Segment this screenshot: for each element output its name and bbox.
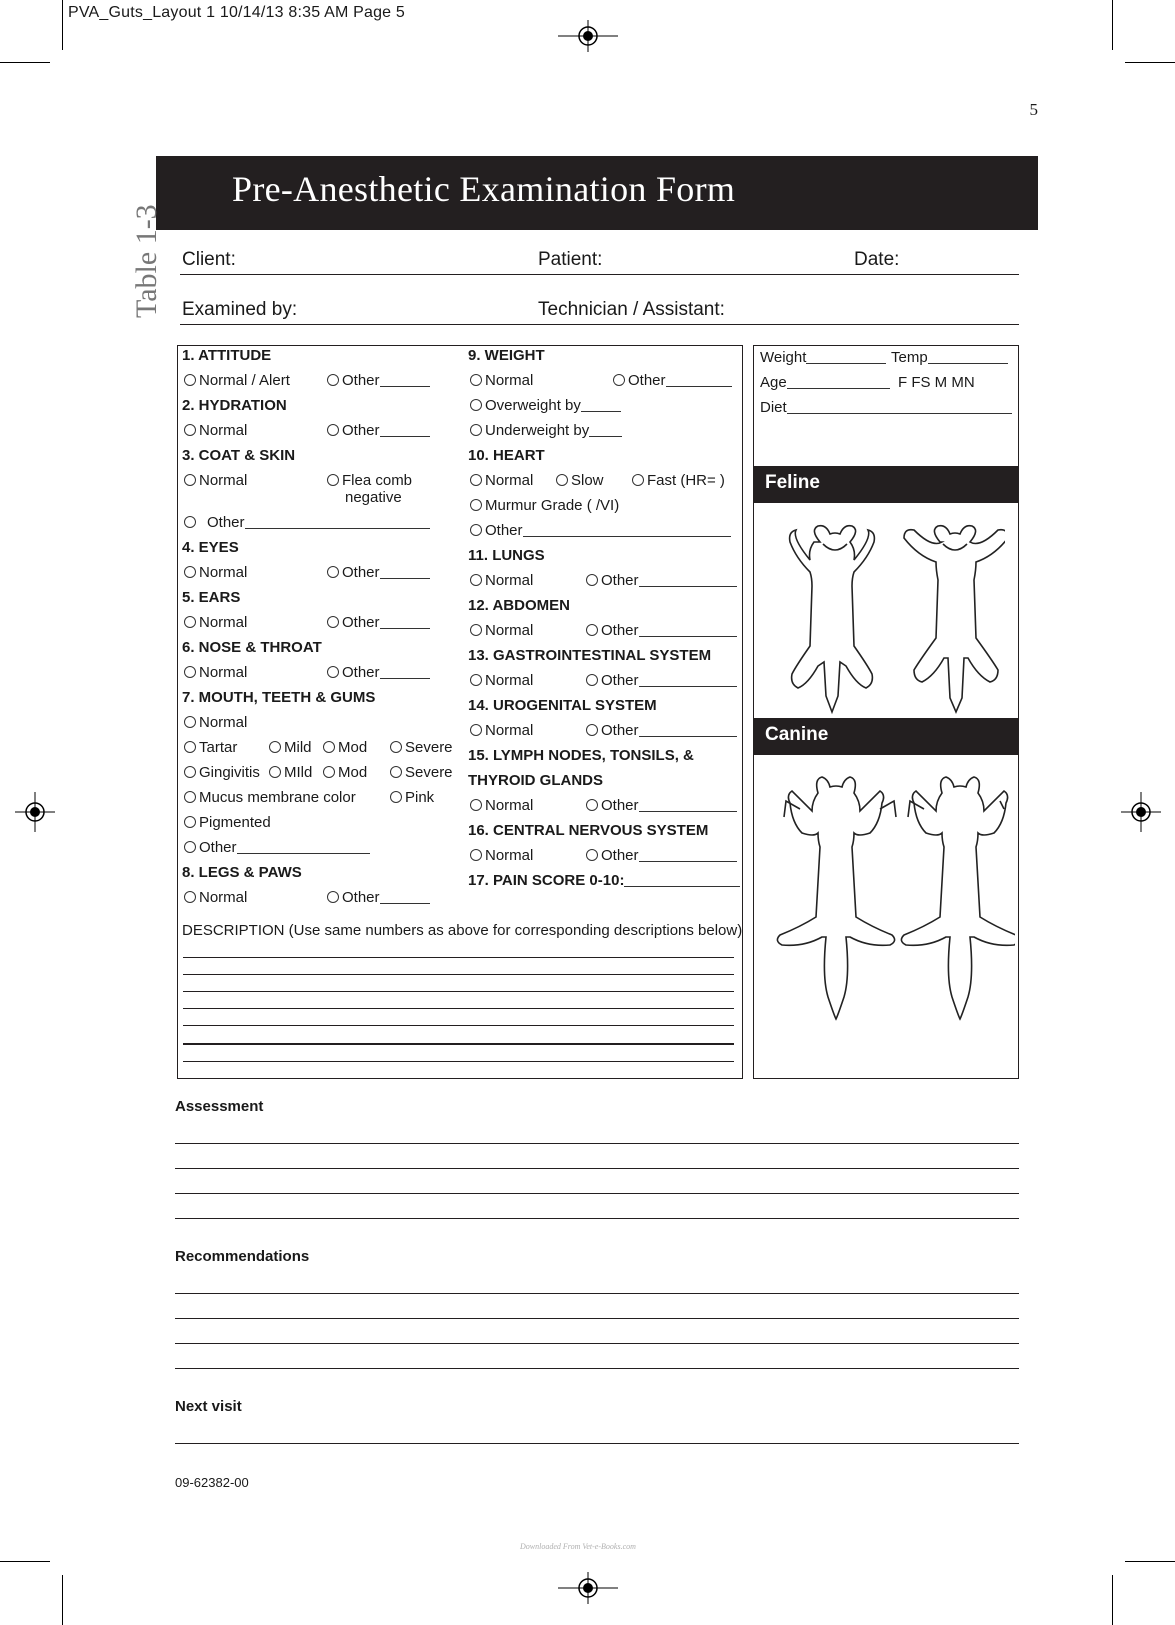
- option-murmur[interactable]: Murmur Grade ( /VI): [470, 497, 619, 514]
- description-line[interactable]: [183, 1061, 734, 1062]
- radio-icon[interactable]: [184, 816, 196, 828]
- radio-icon[interactable]: [470, 499, 482, 511]
- radio-icon[interactable]: [323, 741, 335, 753]
- description-line[interactable]: [183, 1043, 734, 1045]
- registration-mark-icon: [1121, 792, 1161, 832]
- option-mild[interactable]: MIld: [269, 764, 312, 781]
- option-normal[interactable]: Normal: [470, 622, 533, 639]
- option-mild[interactable]: Mild: [269, 739, 312, 756]
- registration-mark-icon: [558, 16, 618, 56]
- radio-icon[interactable]: [327, 474, 339, 486]
- canine-header: Canine: [753, 718, 1019, 755]
- option-flea-comb[interactable]: Flea comb: [327, 472, 412, 489]
- print-slug: PVA_Guts_Layout 1 10/14/13 8:35 AM Page 5: [68, 4, 406, 21]
- section-weight: 9. WEIGHT: [468, 347, 545, 364]
- description-label: DESCRIPTION (Use same numbers as above for corresponding descriptions below): [182, 922, 743, 939]
- radio-icon[interactable]: [586, 724, 598, 736]
- section-ears: 5. EARS: [182, 589, 241, 606]
- description-line[interactable]: [183, 991, 734, 992]
- option-normal-alert[interactable]: Normal / Alert: [184, 372, 290, 389]
- form-code: 09-62382-00: [175, 1475, 249, 1490]
- option-other[interactable]: Other: [327, 564, 430, 581]
- section-central-nervous: 16. CENTRAL NERVOUS SYSTEM: [468, 822, 709, 839]
- radio-icon[interactable]: [184, 716, 196, 728]
- option-normal[interactable]: Normal: [184, 614, 247, 631]
- radio-icon[interactable]: [184, 891, 196, 903]
- age-field[interactable]: Age: [760, 374, 890, 391]
- radio-icon[interactable]: [327, 424, 339, 436]
- recommendations-label: Recommendations: [175, 1248, 310, 1265]
- date-label: Date:: [854, 249, 900, 270]
- option-normal[interactable]: Normal: [184, 714, 247, 731]
- radio-icon[interactable]: [184, 566, 196, 578]
- section-lungs: 11. LUNGS: [468, 547, 545, 564]
- radio-icon[interactable]: [269, 766, 281, 778]
- radio-icon[interactable]: [184, 374, 196, 386]
- registration-mark-icon: [15, 792, 55, 832]
- assessment-line[interactable]: [175, 1193, 1019, 1194]
- option-normal[interactable]: Normal: [470, 797, 533, 814]
- crop-mark: [1112, 1575, 1113, 1625]
- crop-mark: [0, 1561, 50, 1562]
- recommendations-line[interactable]: [175, 1343, 1019, 1344]
- table-tag: Table 1-3: [130, 204, 163, 318]
- registration-mark-icon: [558, 1568, 618, 1608]
- radio-icon[interactable]: [184, 666, 196, 678]
- radio-icon[interactable]: [470, 574, 482, 586]
- option-other[interactable]: Other: [184, 839, 370, 856]
- radio-icon[interactable]: [470, 424, 482, 436]
- section-nose-throat: 6. NOSE & THROAT: [182, 639, 322, 656]
- radio-icon[interactable]: [470, 799, 482, 811]
- canine-diagram-icon: [760, 775, 1015, 1035]
- description-line[interactable]: [183, 974, 734, 975]
- option-mod[interactable]: Mod: [323, 764, 367, 781]
- feline-header: Feline: [753, 466, 1019, 503]
- feline-diagram-icon: [765, 520, 1005, 715]
- option-normal[interactable]: Normal: [184, 472, 247, 489]
- option-overweight[interactable]: Overweight by: [470, 397, 621, 414]
- option-other[interactable]: Other: [327, 372, 430, 389]
- description-line[interactable]: [183, 1008, 734, 1009]
- radio-icon[interactable]: [269, 741, 281, 753]
- option-normal[interactable]: Normal: [184, 664, 247, 681]
- radio-icon[interactable]: [327, 891, 339, 903]
- sex-options[interactable]: F FS M MN: [898, 374, 975, 391]
- radio-icon[interactable]: [586, 799, 598, 811]
- option-normal[interactable]: Normal: [470, 572, 533, 589]
- section-thyroid-glands: THYROID GLANDS: [468, 772, 603, 789]
- option-other[interactable]: Other: [586, 847, 737, 864]
- radio-icon[interactable]: [470, 374, 482, 386]
- diet-field[interactable]: Diet: [760, 399, 1012, 416]
- next-visit-line[interactable]: [175, 1443, 1019, 1444]
- option-severe[interactable]: Severe: [390, 764, 453, 781]
- option-severe[interactable]: Severe: [390, 739, 453, 756]
- option-gingivitis[interactable]: Gingivitis: [184, 764, 260, 781]
- section-heart: 10. HEART: [468, 447, 545, 464]
- option-other[interactable]: Other: [586, 572, 737, 589]
- section-hydration: 2. HYDRATION: [182, 397, 287, 414]
- assessment-line[interactable]: [175, 1218, 1019, 1219]
- radio-icon[interactable]: [470, 524, 482, 536]
- section-attitude: 1. ATTITUDE: [182, 347, 272, 364]
- assessment-label: Assessment: [175, 1098, 264, 1115]
- radio-icon[interactable]: [390, 741, 402, 753]
- page-number: 5: [1029, 100, 1038, 119]
- option-tartar[interactable]: Tartar: [184, 739, 237, 756]
- radio-icon[interactable]: [184, 474, 196, 486]
- title-bar: [156, 156, 1038, 230]
- option-slow[interactable]: Slow: [556, 472, 604, 489]
- header-line[interactable]: [180, 324, 1019, 325]
- assessment-line[interactable]: [175, 1168, 1019, 1169]
- temp-field[interactable]: Temp: [891, 349, 1008, 366]
- option-fast[interactable]: Fast (HR= ): [632, 472, 725, 489]
- description-line[interactable]: [183, 957, 734, 958]
- radio-icon[interactable]: [470, 474, 482, 486]
- option-normal[interactable]: Normal: [470, 847, 533, 864]
- option-normal[interactable]: Normal: [470, 672, 533, 689]
- radio-icon[interactable]: [184, 424, 196, 436]
- crop-mark: [0, 62, 50, 63]
- radio-icon[interactable]: [613, 374, 625, 386]
- radio-icon[interactable]: [327, 374, 339, 386]
- section-lymph-nodes: 15. LYMPH NODES, TONSILS, &: [468, 747, 694, 764]
- option-pigmented[interactable]: Pigmented: [184, 814, 271, 831]
- flea-comb-negative-label: negative: [345, 489, 402, 506]
- radio-icon[interactable]: [586, 849, 598, 861]
- technician-label: Technician / Assistant:: [538, 299, 725, 320]
- crop-mark: [62, 1575, 63, 1625]
- recommendations-line[interactable]: [175, 1293, 1019, 1294]
- crop-mark: [62, 0, 63, 50]
- option-other[interactable]: Other: [184, 514, 430, 531]
- recommendations-line[interactable]: [175, 1318, 1019, 1319]
- radio-icon[interactable]: [184, 841, 196, 853]
- form-title: Pre-Anesthetic Examination Form: [232, 169, 736, 209]
- option-normal[interactable]: Normal: [470, 472, 533, 489]
- option-other[interactable]: Other: [470, 522, 731, 539]
- option-pink[interactable]: Pink: [390, 789, 434, 806]
- section-eyes: 4. EYES: [182, 539, 239, 556]
- description-line[interactable]: [183, 1025, 734, 1026]
- option-normal[interactable]: Normal: [184, 889, 247, 906]
- radio-icon[interactable]: [556, 474, 568, 486]
- section-mouth-teeth-gums: 7. MOUTH, TEETH & GUMS: [182, 689, 376, 706]
- option-other[interactable]: Other: [586, 797, 737, 814]
- assessment-line[interactable]: [175, 1143, 1019, 1144]
- option-other[interactable]: Other: [327, 422, 430, 439]
- option-mucus-membrane[interactable]: Mucus membrane color: [184, 789, 356, 806]
- radio-icon[interactable]: [184, 516, 196, 528]
- radio-icon[interactable]: [586, 674, 598, 686]
- option-other[interactable]: Other: [327, 664, 430, 681]
- radio-icon[interactable]: [184, 741, 196, 753]
- option-other[interactable]: Other: [327, 889, 430, 906]
- option-mod[interactable]: Mod: [323, 739, 367, 756]
- option-other[interactable]: Other: [586, 672, 737, 689]
- radio-icon[interactable]: [470, 624, 482, 636]
- radio-icon[interactable]: [470, 674, 482, 686]
- crop-mark: [1112, 0, 1113, 50]
- radio-icon[interactable]: [632, 474, 644, 486]
- section-legs-paws: 8. LEGS & PAWS: [182, 864, 302, 881]
- header-line[interactable]: [180, 274, 1019, 275]
- section-abdomen: 12. ABDOMEN: [468, 597, 570, 614]
- radio-icon[interactable]: [327, 666, 339, 678]
- radio-icon[interactable]: [184, 766, 196, 778]
- weight-field[interactable]: Weight: [760, 349, 886, 366]
- watermark: Downloaded From Vet-e-Books.com: [520, 1542, 636, 1551]
- next-visit-label: Next visit: [175, 1398, 242, 1415]
- client-label: Client:: [182, 249, 236, 270]
- option-other[interactable]: Other: [586, 722, 737, 739]
- crop-mark: [1125, 62, 1175, 63]
- section-coat-skin: 3. COAT & SKIN: [182, 447, 296, 464]
- option-other[interactable]: Other: [586, 622, 737, 639]
- radio-icon[interactable]: [184, 616, 196, 628]
- section-pain-score[interactable]: 17. PAIN SCORE 0-10:: [468, 872, 740, 889]
- radio-icon[interactable]: [327, 616, 339, 628]
- radio-icon[interactable]: [470, 399, 482, 411]
- patient-label: Patient:: [538, 249, 603, 270]
- radio-icon[interactable]: [184, 791, 196, 803]
- radio-icon[interactable]: [586, 574, 598, 586]
- radio-icon[interactable]: [470, 849, 482, 861]
- radio-icon[interactable]: [323, 766, 335, 778]
- radio-icon[interactable]: [390, 766, 402, 778]
- radio-icon[interactable]: [327, 566, 339, 578]
- examined-by-label: Examined by:: [182, 299, 298, 320]
- option-normal[interactable]: Normal: [470, 722, 533, 739]
- section-urogenital: 14. UROGENITAL SYSTEM: [468, 697, 657, 714]
- option-normal[interactable]: Normal: [184, 422, 247, 439]
- option-other[interactable]: Other: [327, 614, 430, 631]
- option-other[interactable]: Other: [613, 372, 732, 389]
- option-normal[interactable]: Normal: [470, 372, 533, 389]
- recommendations-line[interactable]: [175, 1368, 1019, 1369]
- radio-icon[interactable]: [470, 724, 482, 736]
- crop-mark: [1125, 1561, 1175, 1562]
- section-gastrointestinal: 13. GASTROINTESTINAL SYSTEM: [468, 647, 712, 664]
- radio-icon[interactable]: [390, 791, 402, 803]
- option-underweight[interactable]: Underweight by: [470, 422, 622, 439]
- option-normal[interactable]: Normal: [184, 564, 247, 581]
- radio-icon[interactable]: [586, 624, 598, 636]
